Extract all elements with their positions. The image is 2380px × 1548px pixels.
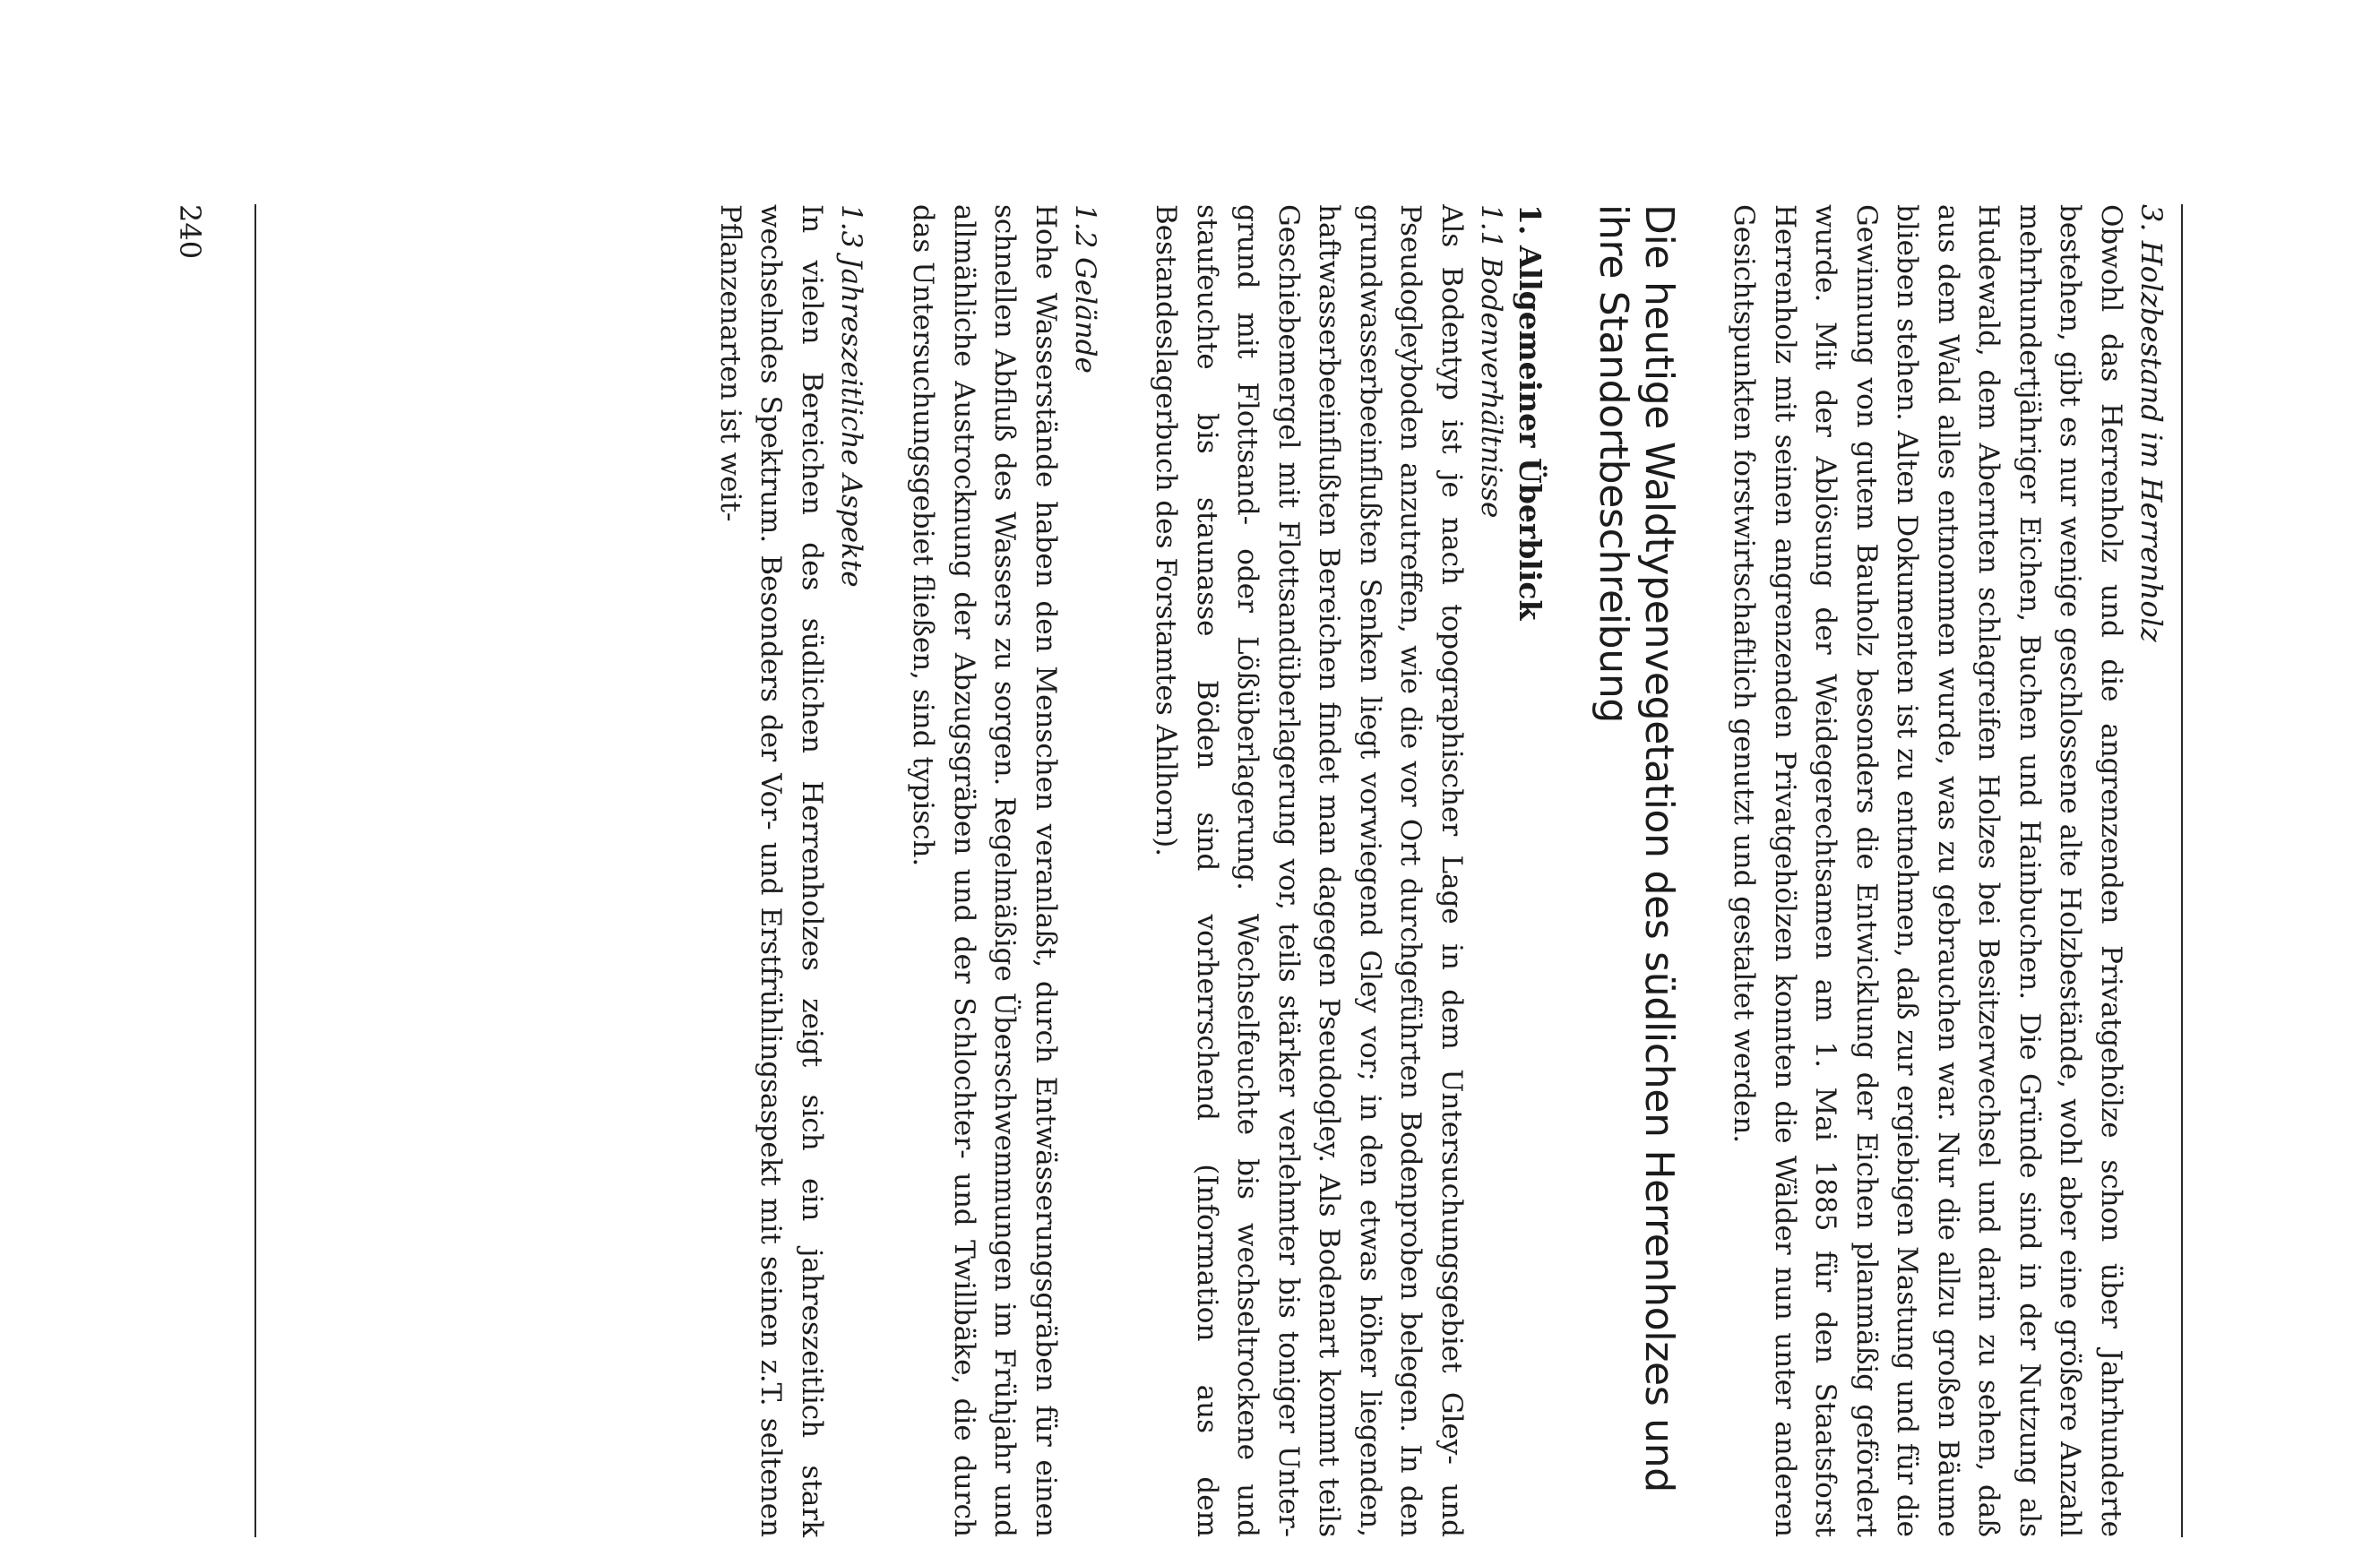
spacer [870, 204, 902, 1537]
body-gelaende: Hohe Wasserstände haben den Menschen veranlaßt, durch Entwässerungsgräben für einen schnellen Abfluß des Wassers zu sorgen. Regelmäßige Überschwemmungen im Frühjahr und allmähliche Austrocknung der Abzugsgräben und der Schlochter- und Twillbäke, die durch das Untersuchungsgebiet fließen, sind typisch. [907, 204, 1062, 1537]
bottom-rule [254, 204, 256, 1537]
chapter-heading-ueberblick: 1. Allgemeiner Überblick [1513, 204, 1548, 621]
body-jahreszeitliche-aspekte: In vielen Bereichen des südlichen Herrenholzes zeigt sich ein jahreszeitlich stark wechselndes Spektrum. Besonders der Vor- und Erstfrühlingsaspekt mit seinen z.T. seltenen Pflanzenarten ist weit- [714, 204, 828, 1537]
subheading-jahreszeitliche-aspekte: 1.3 Jahreszeitliche Aspekte [835, 204, 867, 588]
spacer [1682, 204, 1723, 1537]
top-rule [2181, 204, 2183, 1537]
section-body-holzbestand: Obwohl das Herrenholz und die angrenzenden Privatgehölze schon über Jahrhunderte bestehen, gibt es nur wenige geschlossene alte Holzbestände, wohl aber eine größere Anzahl mehrhundertjähriger Eichen, Buchen und Hainbuchen. Die Gründe sind in der Nutzung als Hudewald, dem Abernten schlagreifen Holzes bei Besitzerwechsel und darin zu sehen, daß aus dem Wald alles entnommen wurde, was zu gebrauchen war. Nur die allzu großen Bäume blieben stehen. Alten Dokumenten ist zu entnehmen, daß zur ergiebigen Mastung und für die Gewinnung von gutem Bauholz besonders die Entwicklung der Eichen planmäßig gefördert wurde. Mit der Ablösung der Weidegerechtsamen am 1. Mai 1885 für den Staatsforst Herrenholz mit seinen angrenzenden Privatgehölzen konnten die Wälder nun unter anderen Gesichtspunkten forstwirtschaftlich genutzt und gestaltet werden. [1728, 204, 2127, 1537]
spacer [1104, 204, 1145, 1537]
subheading-gelaende: 1.2 Gelände [1069, 204, 1101, 374]
subheading-bodenverhaeltnisse: 1.1 Bodenverhältnisse [1475, 204, 1507, 519]
chapter-title: Die heutige Waldtypenvegetation des südlichen Herrenholzes und ihre Standortbeschreibung [1591, 204, 1682, 1492]
body-bodenverhaeltnisse: Als Bodentyp ist je nach topographischer Lage in dem Untersuchungsgebiet Gley- und Pseudogleyboden anzutreffen, wie die vor Ort durchgeführten Bodenproben belegen. In den grundwasserbeeinflußten Senken liegt vorwiegend Gley vor; in den etwas höher liegenden, haftwasserbeeinflußten Bereichen findet man dagegen Pseudogley. Als Bodenart kommt teils Geschiebemergel mit Flottsandüberlagerung vor, teils stärker verlehmter bis toniger Untergrund mit Flottsand- oder Lößüberlagerung. Wechselfeuchte bis wechseltrockene und staufeuchte bis staunasse Böden sind vorherrschend (Information aus dem Bestandeslagerbuch des Forstamtes Ahlhorn). [1150, 204, 1468, 1537]
spacer [1549, 204, 1591, 1537]
main-column [710, 204, 2173, 1537]
page-number: 240 [173, 204, 207, 260]
section-heading-holzbestand: 3. Holzbestand im Herrenholz [2134, 204, 2169, 642]
